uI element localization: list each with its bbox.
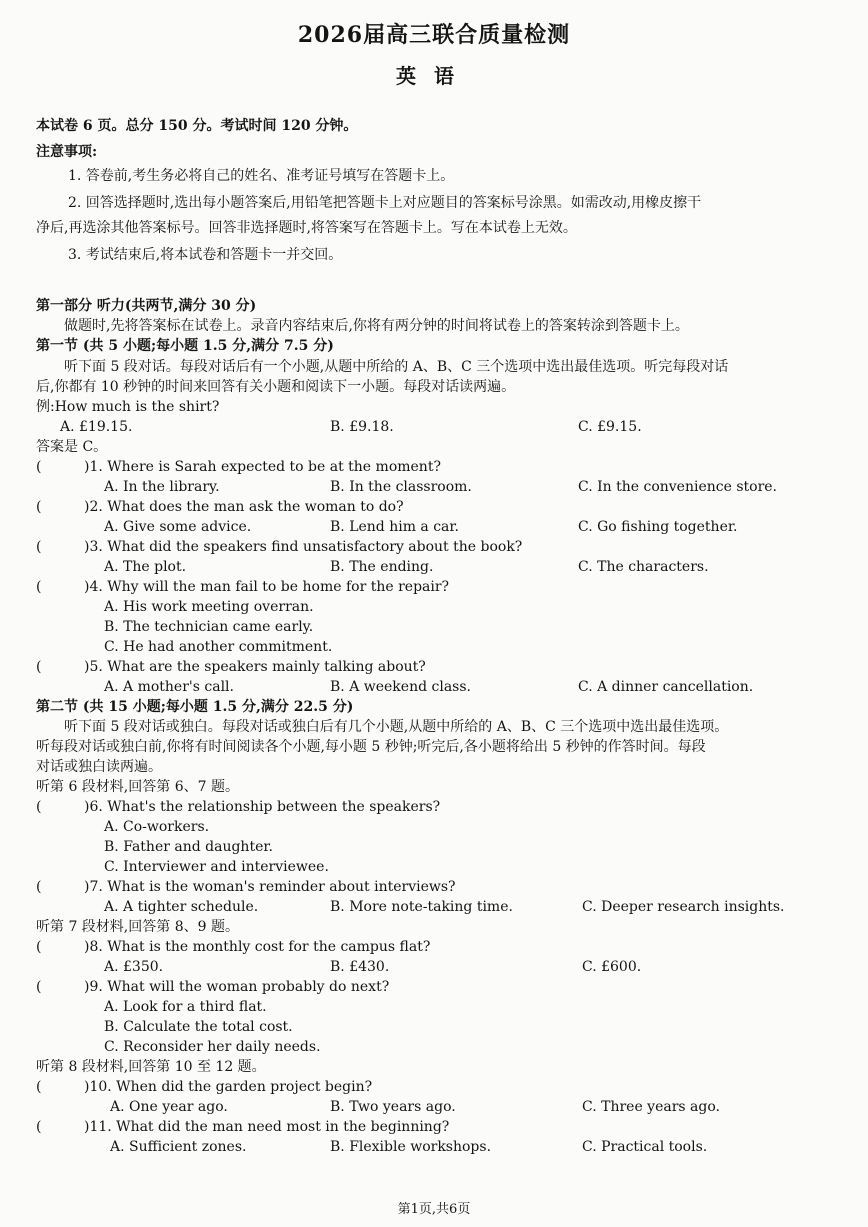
question-stem: )8. What is the monthly cost for the campus flat? xyxy=(84,939,431,955)
section1-instruction-2: 后,你都有 10 秒钟的时间来回答有关小题和阅读下一小题。每段对话读两遍。 xyxy=(36,379,516,395)
q11-option-a: A. Sufficient zones. xyxy=(110,1139,247,1155)
notice-3: 3. 考试结束后,将本试卷和答题卡一并交回。 xyxy=(68,247,343,263)
q6-option-b: B. Father and daughter. xyxy=(104,839,273,855)
q11-option-c: C. Practical tools. xyxy=(582,1139,708,1155)
q4-option-b: B. The technician came early. xyxy=(104,619,314,635)
answer-blank[interactable]: ( xyxy=(36,799,42,815)
question-stem: )4. Why will the man fail to be home for the repair? xyxy=(84,579,450,595)
q10-option-b: B. Two years ago. xyxy=(330,1099,456,1115)
q8-option-c: C. £600. xyxy=(582,959,642,975)
question-5 xyxy=(36,657,426,677)
example-option-a: A. £19.15. xyxy=(60,419,133,435)
q5-option-a: A. A mother's call. xyxy=(104,679,234,695)
question-7 xyxy=(36,877,456,897)
question-stem: )5. What are the speakers mainly talking about? xyxy=(84,659,426,675)
section2-instruction-2: 听每段对话或独白前,你将有时间阅读各个小题,每小题 5 秒钟;听完后,各小题将给出 5 秒钟的作答时间。每段 xyxy=(36,739,706,755)
answer-blank[interactable]: ( xyxy=(36,539,42,555)
q7-option-c: C. Deeper research insights. xyxy=(582,899,785,915)
question-stem: )2. What does the man ask the woman to do? xyxy=(84,499,404,515)
q10-option-c: C. Three years ago. xyxy=(582,1099,720,1115)
answer-blank[interactable]: ( xyxy=(36,499,42,515)
q3-option-b: B. The ending. xyxy=(330,559,434,575)
notice-2: 2. 回答选择题时,选出每小题答案后,用铅笔把答题卡上对应题目的答案标号涂黑。如需改动,用橡皮擦干 xyxy=(68,195,702,211)
material-7-heading: 听第 7 段材料,回答第 8、9 题。 xyxy=(36,919,239,935)
q5-option-c: C. A dinner cancellation. xyxy=(578,679,754,695)
q2-option-a: A. Give some advice. xyxy=(104,519,252,535)
answer-blank[interactable]: ( xyxy=(36,1119,42,1135)
question-stem: )6. What's the relationship between the speakers? xyxy=(84,799,441,815)
q7-option-b: B. More note-taking time. xyxy=(330,899,513,915)
q4-option-c: C. He had another commitment. xyxy=(104,639,333,655)
section2-instruction-1: 听下面 5 段对话或独白。每段对话或独白后有几个小题,从题中所给的 A、B、C 三个选项中选出最佳选项。 xyxy=(64,719,729,735)
question-1 xyxy=(36,457,441,477)
example-option-b: B. £9.18. xyxy=(330,419,394,435)
part1-instruction: 做题时,先将答案标在试卷上。录音内容结束后,你将有两分钟的时间将试卷上的答案转涂到答题卡上。 xyxy=(64,318,689,334)
q1-option-a: A. In the library. xyxy=(104,479,220,495)
q2-option-c: C. Go fishing together. xyxy=(578,519,738,535)
question-8 xyxy=(36,937,430,957)
section1-title: 第一节 (共 5 小题;每小题 1.5 分,满分 7.5 分) xyxy=(36,338,334,354)
q1-option-c: C. In the convenience store. xyxy=(578,479,778,495)
answer-blank[interactable]: ( xyxy=(36,979,42,995)
section2-title: 第二节 (共 15 小题;每小题 1.5 分,满分 22.5 分) xyxy=(36,699,354,715)
answer-blank[interactable]: ( xyxy=(36,879,42,895)
example-option-c: C. £9.15. xyxy=(578,419,642,435)
q9-option-b: B. Calculate the total cost. xyxy=(104,1019,293,1035)
exam-title: 2026届高三联合质量检测 xyxy=(297,22,571,48)
example-answer: 答案是 C。 xyxy=(36,439,108,455)
question-6 xyxy=(36,797,440,817)
q11-option-b: B. Flexible workshops. xyxy=(330,1139,492,1155)
question-stem: )10. When did the garden project begin? xyxy=(84,1079,373,1095)
question-stem: )11. What did the man need most in the beginning? xyxy=(84,1119,450,1135)
example-question: 例:How much is the shirt? xyxy=(36,399,220,415)
q9-option-c: C. Reconsider her daily needs. xyxy=(104,1039,321,1055)
q3-option-a: A. The plot. xyxy=(104,559,187,575)
question-stem: )9. What will the woman probably do next? xyxy=(84,979,390,995)
question-10 xyxy=(36,1077,372,1097)
material-8-heading: 听第 8 段材料,回答第 10 至 12 题。 xyxy=(36,1059,266,1075)
question-stem: )1. Where is Sarah expected to be at the moment? xyxy=(84,459,441,475)
question-stem: )3. What did the speakers find unsatisfactory about the book? xyxy=(84,539,523,555)
q2-option-b: B. Lend him a car. xyxy=(330,519,460,535)
answer-blank[interactable]: ( xyxy=(36,459,42,475)
question-9 xyxy=(36,977,389,997)
exam-info: 本试卷 6 页。总分 150 分。考试时间 120 分钟。 xyxy=(36,118,358,134)
q6-option-c: C. Interviewer and interviewee. xyxy=(104,859,329,875)
q4-option-a: A. His work meeting overran. xyxy=(104,599,314,615)
q1-option-b: B. In the classroom. xyxy=(330,479,472,495)
q8-option-a: A. £350. xyxy=(104,959,164,975)
question-4 xyxy=(36,577,449,597)
notice-title: 注意事项: xyxy=(36,144,98,160)
section2-instruction-3: 对话或独白读两遍。 xyxy=(36,759,162,775)
answer-blank[interactable]: ( xyxy=(36,1079,42,1095)
answer-blank[interactable]: ( xyxy=(36,579,42,595)
q8-option-b: B. £430. xyxy=(330,959,390,975)
q6-option-a: A. Co-workers. xyxy=(104,819,210,835)
question-3 xyxy=(36,537,522,557)
material-6-heading: 听第 6 段材料,回答第 6、7 题。 xyxy=(36,779,239,795)
question-11 xyxy=(36,1117,449,1137)
page-footer: 第1页,共6页 xyxy=(397,1202,471,1217)
q9-option-a: A. Look for a third flat. xyxy=(104,999,267,1015)
q5-option-b: B. A weekend class. xyxy=(330,679,471,695)
part1-title: 第一部分 听力(共两节,满分 30 分) xyxy=(36,298,257,314)
q7-option-a: A. A tighter schedule. xyxy=(104,899,259,915)
answer-blank[interactable]: ( xyxy=(36,939,42,955)
section1-instruction-1: 听下面 5 段对话。每段对话后有一个小题,从题中所给的 A、B、C 三个选项中选出最佳选项。听完每段对话 xyxy=(64,359,729,375)
answer-blank[interactable]: ( xyxy=(36,659,42,675)
question-2 xyxy=(36,497,404,517)
q10-option-a: A. One year ago. xyxy=(110,1099,228,1115)
question-stem: )7. What is the woman's reminder about interviews? xyxy=(84,879,456,895)
notice-1: 1. 答卷前,考生务必将自己的姓名、准考证号填写在答题卡上。 xyxy=(68,168,455,184)
q3-option-c: C. The characters. xyxy=(578,559,709,575)
subject-title: 英语 xyxy=(396,64,472,88)
notice-2-cont: 净后,再选涂其他答案标号。回答非选择题时,将答案写在答题卡上。写在本试卷上无效。 xyxy=(36,220,577,236)
